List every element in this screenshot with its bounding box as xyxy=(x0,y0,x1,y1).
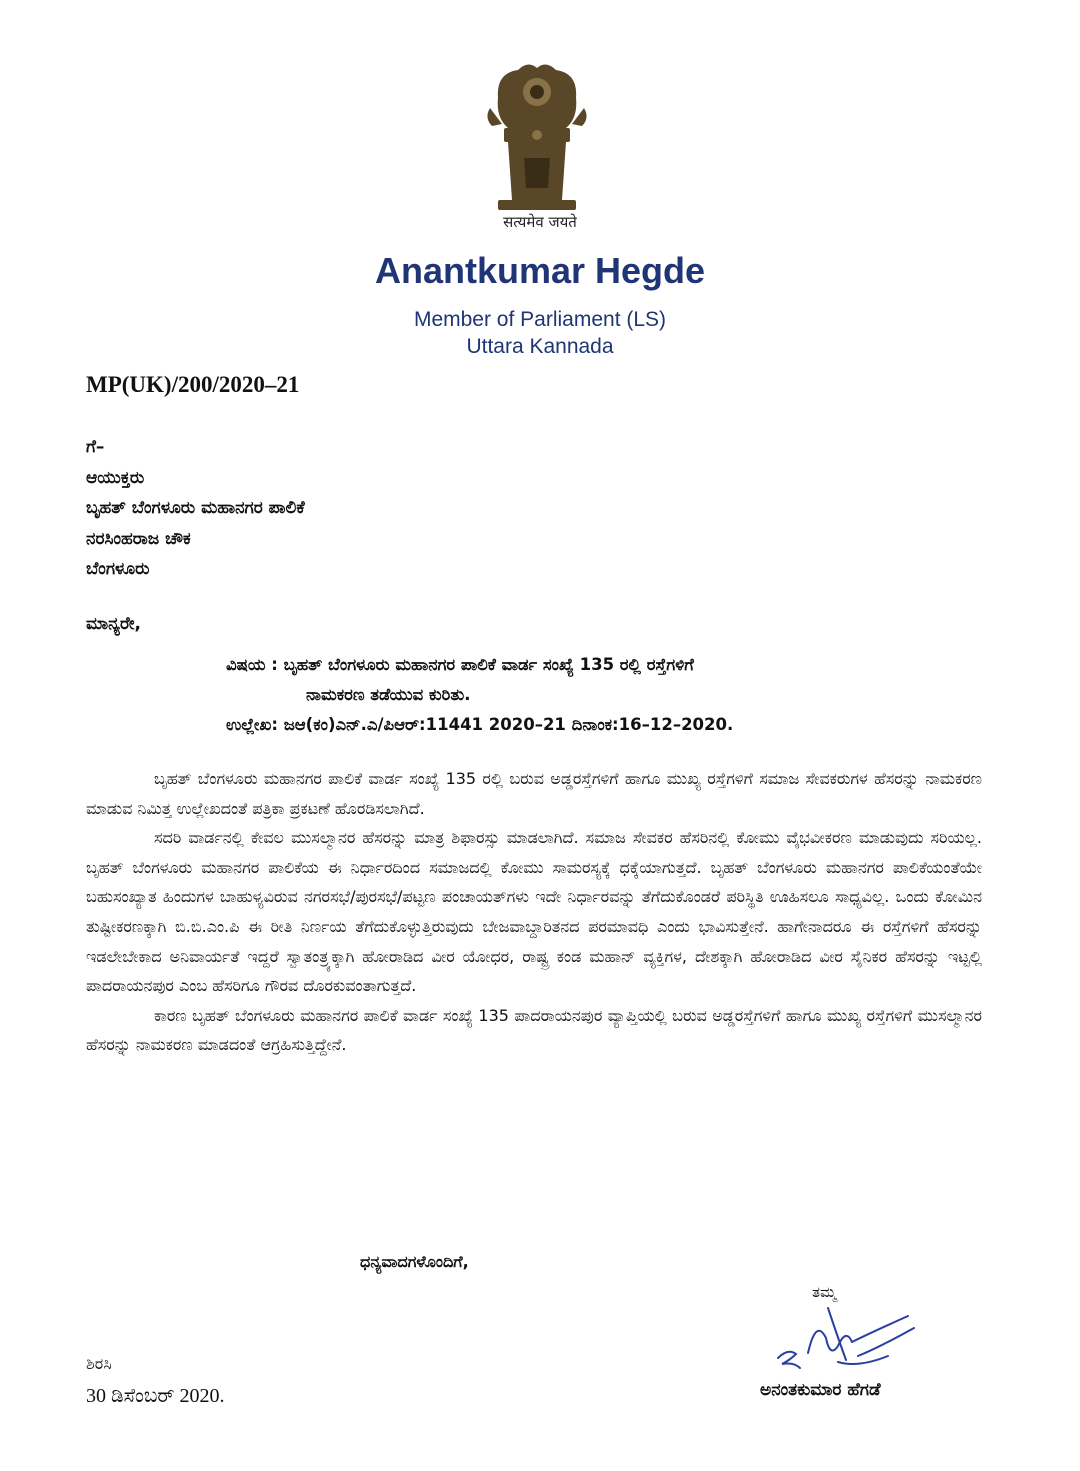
handwritten-signature xyxy=(768,1298,918,1378)
addressee-line: ಆಯುಕ್ತರು xyxy=(86,467,145,488)
letter-date: 30 ಡಿಸೆಂಬರ್ 2020. xyxy=(86,1385,225,1407)
sender-name: Anantkumar Hegde xyxy=(374,250,706,291)
addressee-to: ಗೆ– xyxy=(86,437,105,457)
sender-designation xyxy=(290,306,790,360)
subject-reference: ಉಲ್ಲೇಖ: ಜಆ(ಕಂ)ಎನ್.ಎ/ಪಿಆರ್:11441 2020–21 ದಿನಾಂಕ:16–12–2020. xyxy=(226,715,734,734)
emblem-motto: सत्यमेव जयते xyxy=(503,213,577,231)
designation-title: Member of Parliament (LS) xyxy=(413,308,667,331)
addressee-line: ನರಸಿಂಹರಾಜ ಚೌಕ xyxy=(86,528,191,549)
body-paragraph: ಸದರಿ ವಾರ್ಡನಲ್ಲಿ ಕೇವಲ ಮುಸಲ್ಮಾನರ ಹೆಸರನ್ನು ಮಾತ್ರ ಶಿಫಾರಸ್ಸು ಮಾಡಲಾಗಿದೆ. ಸಮಾಜ ಸೇವಕರ ಹೆಸರಿನಲ್ಲಿ ಕೋಮು ವೈಭವೀಕರಣ ಮಾಡುವುದು ಸರಿಯಲ್ಲ. ಬೃಹತ್ ಬೆಂಗಳೂರು ಮಹಾನಗರ ಪಾಲಿಕೆಯ ಈ ನಿರ್ಧಾರದಿಂದ ಸಮಾಜದಲ್ಲಿ ಕೋಮು ಸಾಮರಸ್ಯಕ್ಕೆ ಧಕ್ಕೆಯಾಗುತ್ತದೆ. ಬೃಹತ್ ಬೆಂಗಳೂರು ಮಹಾನಗರ ಪಾಲಿಕೆಯಂತೆಯೇ ಬಹುಸಂಖ್ಯಾತ ಹಿಂದುಗಳ ಬಾಹುಳ್ಯವಿರುವ ನಗರಸಭೆ/ಪುರಸಭೆ/ಪಟ್ಟಣ ಪಂಚಾಯತ್‌ಗಳು ಇದೇ ನಿರ್ಧಾರವನ್ನು ತೆಗೆದುಕೊಂಡರೆ ಪರಿಸ್ಥಿತಿ ಊಹಿಸಲೂ ಸಾಧ್ಯವಿಲ್ಲ. ಒಂದು ಕೋಮಿನ ತುಷ್ಟೀಕರಣಕ್ಕಾಗಿ ಬಿ.ಬಿ.ಎಂ.ಪಿ ಈ ರೀತಿ ನಿರ್ಣಯ ತೆಗೆದುಕೊಳ್ಳುತ್ತಿರುವುದು ಬೇಜವಾಬ್ದಾರಿತನದ ಪರಮಾವಧಿ ಎಂದು ಭಾವಿಸುತ್ತೇನೆ. ಹಾಗೇನಾದರೂ ಈ ರಸ್ತೆಗಳಿಗೆ ಹೆಸರನ್ನು ಇಡಲೇಬೇಕಾದ ಅನಿವಾರ್ಯತೆ ಇದ್ದರೆ ಸ್ವಾತಂತ್ರ್ಯಕ್ಕಾಗಿ ಹೋರಾಡಿದ ವೀರ ಯೋಧರ, ರಾಷ್ಟ್ರ ಕಂಡ ಮಹಾನ್ ವ್ಯಕ್ತಿಗಳ, ದೇಶಕ್ಕಾಗಿ ಹೋರಾಡಿದ ವೀರ ಸೈನಿಕರ ಹೆಸರನ್ನು ಇಟ್ಟಲ್ಲಿ ಪಾದರಾಯನಪುರ ಎಂಬ ಹೆಸರಿಗೂ ಗೌರವ ದೊರಕುವಂತಾಗುತ್ತದೆ. xyxy=(86,828,982,996)
yours: ತಮ್ಮ xyxy=(812,1283,837,1301)
salutation: ಮಾನ್ಯರೇ, xyxy=(86,614,141,634)
subject-block xyxy=(226,650,733,740)
letter-body xyxy=(86,764,982,1060)
subject-line: ವಿಷಯ : ಬೃಹತ್ ಬೆಂಗಳೂರು ಮಹಾನಗರ ಪಾಲಿಕೆ ವಾರ್ಡ ಸಂಖ್ಯೆ 135 ರಲ್ಲಿ ರಸ್ತೆಗಳಿಗೆ xyxy=(226,655,694,674)
closing: ಧನ್ಯವಾದಗಳೊಂದಿಗೆ, xyxy=(360,1252,469,1271)
body-paragraph: ಕಾರಣ ಬೃಹತ್ ಬೆಂಗಳೂರು ಮಹಾನಗರ ಪಾಲಿಕೆ ವಾರ್ಡ ಸಂಖ್ಯೆ 135 ಪಾದರಾಯನಪುರ ವ್ಯಾಪ್ತಿಯಲ್ಲಿ ಬರುವ ಅಡ್ಡರಸ್ತೆಗಳಿಗೆ ಹಾಗೂ ಮುಖ್ಯ ರಸ್ತೆಗಳಿಗೆ ಮುಸಲ್ಮಾನರ ಹೆಸರನ್ನು ನಾಮಕರಣ ಮಾಡದಂತೆ ಆಗ್ರಹಿಸುತ್ತಿದ್ದೇನೆ. xyxy=(86,1005,982,1055)
reference-number: MP(UK)/200/2020–21 xyxy=(86,372,300,397)
signer-name: ಅನಂತಕುಮಾರ ಹೆಗಡೆ xyxy=(760,1380,881,1400)
constituency: Uttara Kannada xyxy=(466,335,614,358)
subject-line-continued: ನಾಮಕರಣ ತಡೆಯುವ ಕುರಿತು. xyxy=(306,685,471,704)
national-emblem-icon xyxy=(478,58,596,218)
addressee-line: ಬೆಂಗಳೂರು xyxy=(86,559,150,579)
addressee-line: ಬೃಹತ್ ಬೆಂಗಳೂರು ಮಹಾನಗರ ಪಾಲಿಕೆ xyxy=(86,498,305,518)
addressee-block xyxy=(86,432,305,585)
body-paragraph: ಬೃಹತ್ ಬೆಂಗಳೂರು ಮಹಾನಗರ ಪಾಲಿಕೆ ವಾರ್ಡ ಸಂಖ್ಯೆ 135 ರಲ್ಲಿ ಬರುವ ಅಡ್ಡರಸ್ತೆಗಳಿಗೆ ಹಾಗೂ ಮುಖ್ಯ ರಸ್ತೆಗಳಿಗೆ ಸಮಾಜ ಸೇವಕರುಗಳ ಹೆಸರನ್ನು ನಾಮಕರಣ ಮಾಡುವ ನಿಮಿತ್ತ ಉಲ್ಲೇಖದಂತೆ ಪತ್ರಿಕಾ ಪ್ರಕಟಣೆ ಹೊರಡಿಸಲಾಗಿದೆ. xyxy=(86,769,982,818)
place: ಶಿರಸಿ xyxy=(86,1354,112,1373)
